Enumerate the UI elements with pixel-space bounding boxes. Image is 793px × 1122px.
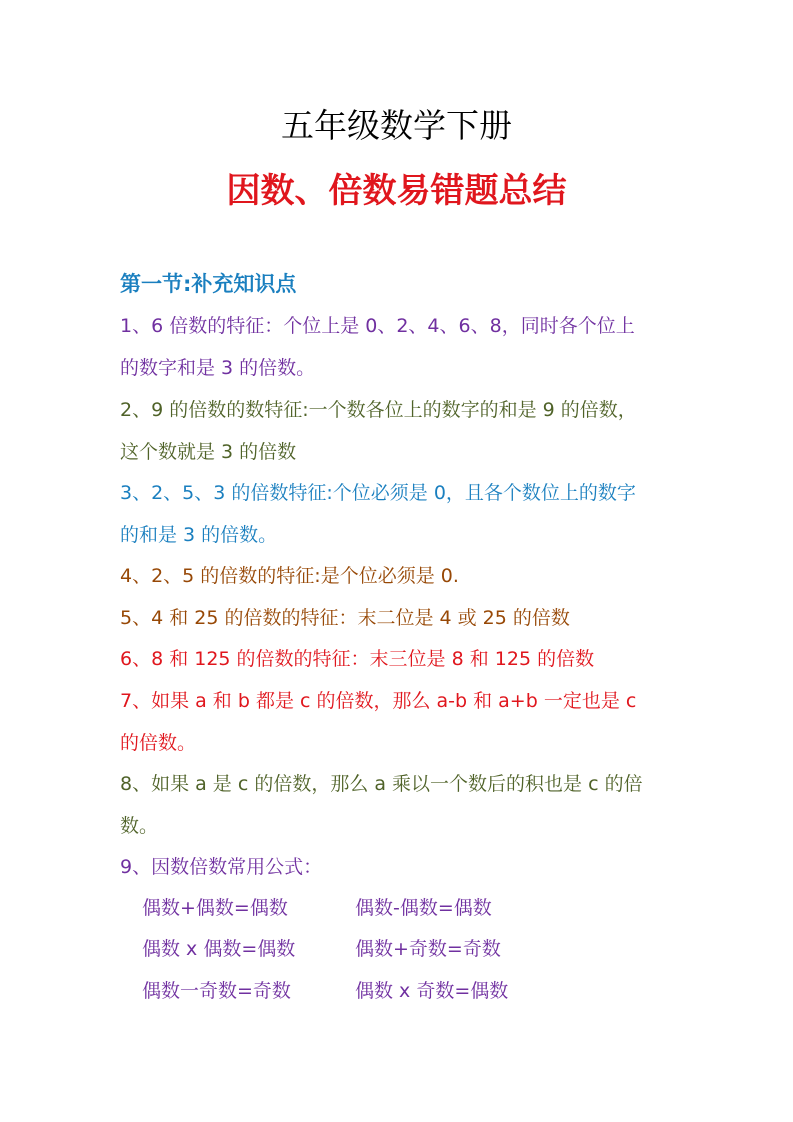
item-7-line-1: 7、如果 a 和 b 都是 c 的倍数，那么 a-b 和 a+b 一定也是 c xyxy=(120,690,637,712)
list-item xyxy=(120,555,680,597)
list-item xyxy=(120,305,680,389)
formula-cell: 偶数-偶数=偶数 xyxy=(355,897,492,919)
list-item xyxy=(120,638,680,680)
formula-cell: 偶数 x 偶数=偶数 xyxy=(142,938,296,960)
list-item xyxy=(120,472,680,556)
section-heading: 第一节:补充知识点 xyxy=(120,272,297,296)
page-title: 五年级数学下册 xyxy=(281,106,512,145)
formula-cell: 偶数一奇数=奇数 xyxy=(142,980,291,1002)
item-1-line-1: 1、6 倍数的特征：个位上是 0、2、4、6、8，同时各个位上 xyxy=(120,315,635,337)
list-item xyxy=(120,389,680,473)
page-subtitle: 因数、倍数易错题总结 xyxy=(226,171,567,211)
item-3-line-1: 3、2、5、3 的倍数特征:个位必须是 0，且各个数位上的数字 xyxy=(120,482,636,504)
formula-cell: 偶数+偶数=偶数 xyxy=(142,897,288,919)
item-9-line-1: 9、因数倍数常用公式： xyxy=(120,856,323,878)
list-item xyxy=(120,597,680,639)
item-1-line-2: 的数字和是 3 的倍数。 xyxy=(120,357,316,379)
item-5-line-1: 5、4 和 25 的倍数的特征：末二位是 4 或 25 的倍数 xyxy=(120,607,570,629)
item-7-line-2: 的倍数。 xyxy=(120,732,197,754)
item-8-line-1: 8、如果 a 是 c 的倍数，那么 a 乘以一个数后的积也是 c 的倍 xyxy=(120,773,643,795)
list-item xyxy=(120,763,680,847)
item-4-line-1: 4、2、5 的倍数的特征:是个位必须是 0. xyxy=(120,565,459,587)
list-item xyxy=(120,680,680,764)
item-3-line-2: 的和是 3 的倍数。 xyxy=(120,524,278,546)
item-2-line-1: 2、9 的倍数的数特征:一个数各位上的数字的和是 9 的倍数， xyxy=(120,399,637,421)
item-8-line-2: 数。 xyxy=(120,815,159,837)
formula-cell: 偶数 x 奇数=偶数 xyxy=(355,980,509,1002)
list-item xyxy=(120,846,680,888)
item-2-line-2: 这个数就是 3 的倍数 xyxy=(120,441,297,463)
item-6-line-1: 6、8 和 125 的倍数的特征：末三位是 8 和 125 的倍数 xyxy=(120,648,595,670)
formula-cell: 偶数+奇数=奇数 xyxy=(355,938,501,960)
